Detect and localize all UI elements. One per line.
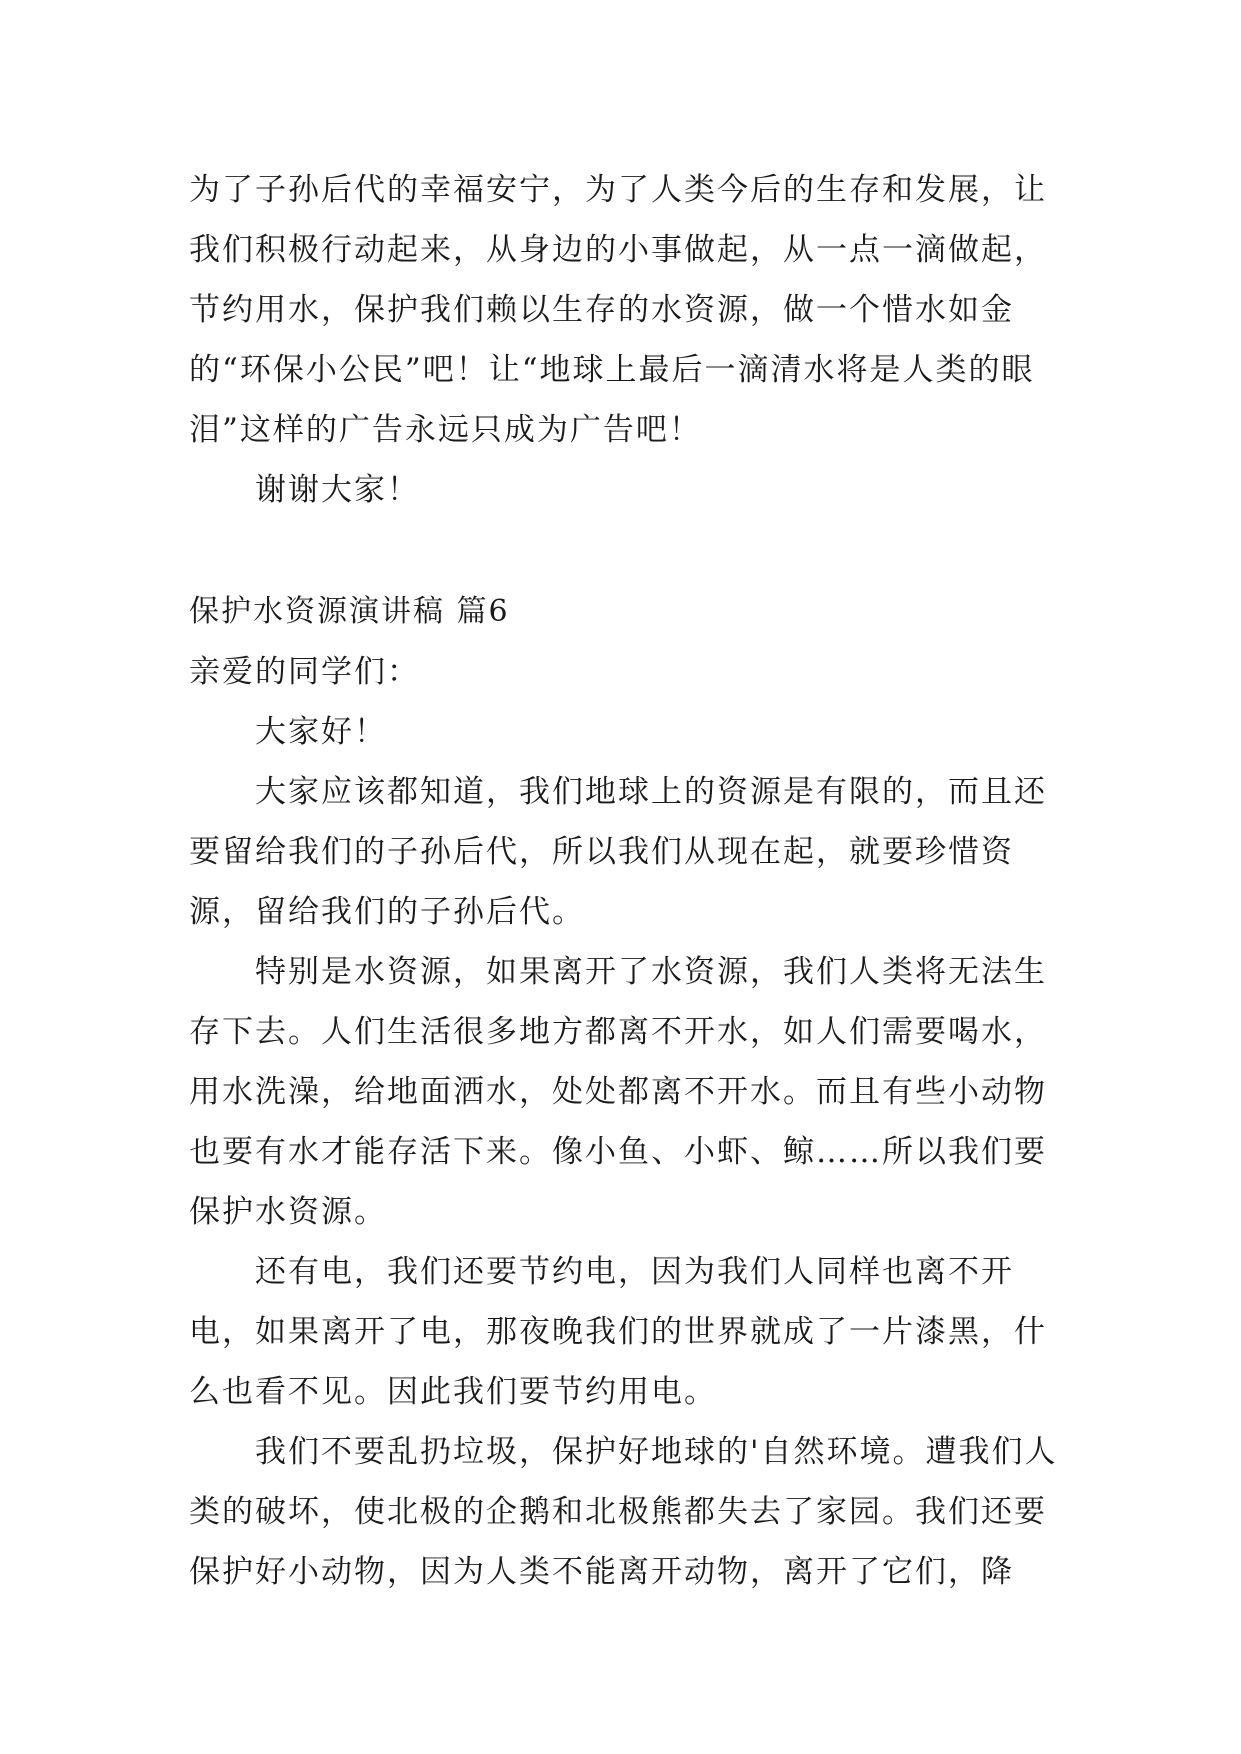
salutation: 亲爱的同学们： [189,654,420,690]
section-spacer [189,520,1059,582]
body-paragraph: 还有电，我们还要节约电，因为我们人同样也离不开电，如果离开了电，那夜晚我们的世界就成了一片漆黑，什么也看不见。因此我们要节约用电。 [189,1254,1047,1410]
section-title: 保护水资源演讲稿 篇6 [189,594,510,629]
document-page [189,160,1059,1602]
body-paragraph: 我们不要乱扔垃圾，保护好地球的'自然环境。遭我们人类的破坏，使北极的企鹅和北极熊都失去了家园。我们还要保护好小动物，因为人类不能离开动物，离开了它们，降 [189,1434,1058,1590]
thanks-line: 谢谢大家！ [255,472,420,508]
intro-paragraph: 为了子孙后代的幸福安宁，为了人类今后的生存和发展，让我们积极行动起来，从身边的小事做起，从一点一滴做起，节约用水，保护我们赖以生存的水资源，做一个惜水如金的“环保小公民”吧！让“地球上最后一滴清水将是人类的眼泪”这样的广告永远只成为广告吧！ [189,172,1047,448]
body-paragraph: 特别是水资源，如果离开了水资源，我们人类将无法生存下去。人们生活很多地方都离不开水，如人们需要喝水，用水洗澡，给地面洒水，处处都离不开水。而且有些小动物也要有水才能存活下来。像小鱼、小虾、鲸……所以我们要保护水资源。 [189,954,1047,1230]
body-paragraph: 大家应该都知道，我们地球上的资源是有限的，而且还要留给我们的子孙后代，所以我们从现在起，就要珍惜资源，留给我们的子孙后代。 [189,774,1047,930]
greeting: 大家好！ [255,714,387,750]
